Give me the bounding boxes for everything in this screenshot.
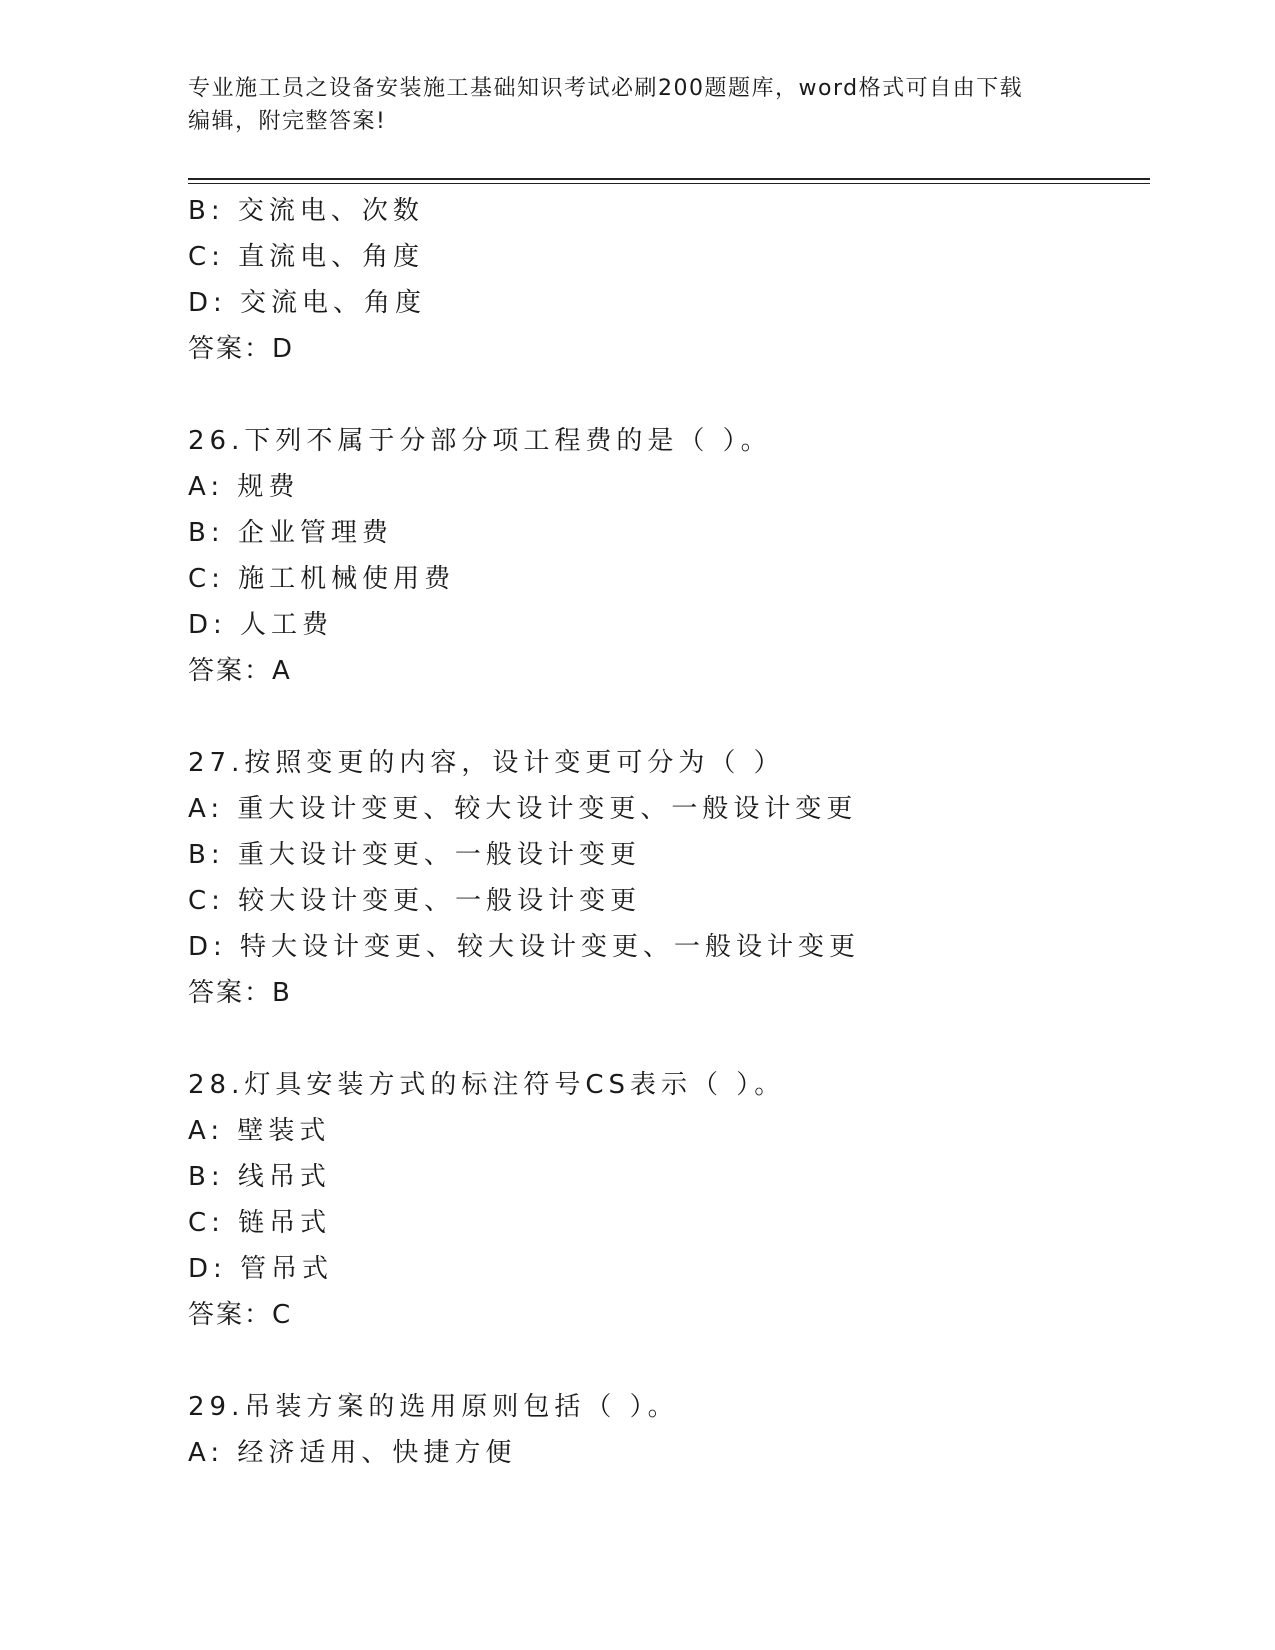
- question-26: [188, 418, 1148, 694]
- option-a: A: 经济适用、快捷方便: [188, 1438, 517, 1468]
- answer-line: 答案：C: [188, 1300, 293, 1330]
- document-header: [188, 72, 1088, 138]
- question-27: [188, 740, 1148, 1016]
- spacer: [188, 1016, 1148, 1062]
- option-b: B: 线吊式: [188, 1162, 331, 1192]
- header-rule-thick: [188, 178, 1150, 180]
- question-25-continued: [188, 188, 1148, 372]
- spacer: [188, 1338, 1148, 1384]
- spacer: [188, 694, 1148, 740]
- answer-line: 答案：B: [188, 978, 292, 1008]
- question-list: [188, 188, 1148, 1476]
- header-title-line-2: 编辑，附完整答案!: [188, 109, 387, 134]
- option-c: C: 直流电、角度: [188, 242, 425, 272]
- question-28: [188, 1062, 1148, 1338]
- option-c: C: 链吊式: [188, 1208, 332, 1238]
- option-a: A: 规费: [188, 472, 300, 502]
- option-a: A: 重大设计变更、较大设计变更、一般设计变更: [188, 794, 858, 824]
- option-b: B: 交流电、次数: [188, 196, 424, 226]
- question-stem: 29.吊装方案的选用原则包括（ ）。: [188, 1392, 679, 1422]
- option-a: A: 壁装式: [188, 1116, 331, 1146]
- header-rule-thin: [188, 183, 1150, 184]
- question-stem: 27.按照变更的内容，设计变更可分为（ ）: [188, 748, 785, 778]
- question-stem: 28.灯具安装方式的标注符号CS表示（ ）。: [188, 1070, 786, 1100]
- option-d: D: 人工费: [188, 610, 334, 640]
- option-d: D: 特大设计变更、较大设计变更、一般设计变更: [188, 932, 861, 962]
- question-29: [188, 1384, 1148, 1476]
- option-c: C: 较大设计变更、一般设计变更: [188, 886, 642, 916]
- question-stem: 26.下列不属于分部分项工程费的是（ ）。: [188, 426, 772, 456]
- option-c: C: 施工机械使用费: [188, 564, 456, 594]
- option-d: D: 交流电、角度: [188, 288, 427, 318]
- spacer: [188, 372, 1148, 418]
- answer-line: 答案：D: [188, 334, 295, 364]
- option-b: B: 重大设计变更、一般设计变更: [188, 840, 641, 870]
- option-b: B: 企业管理费: [188, 518, 393, 548]
- answer-line: 答案：A: [188, 656, 292, 686]
- option-d: D: 管吊式: [188, 1254, 334, 1284]
- header-title-line-1: 专业施工员之设备安装施工基础知识考试必刷200题题库，word格式可自由下载: [188, 76, 1024, 101]
